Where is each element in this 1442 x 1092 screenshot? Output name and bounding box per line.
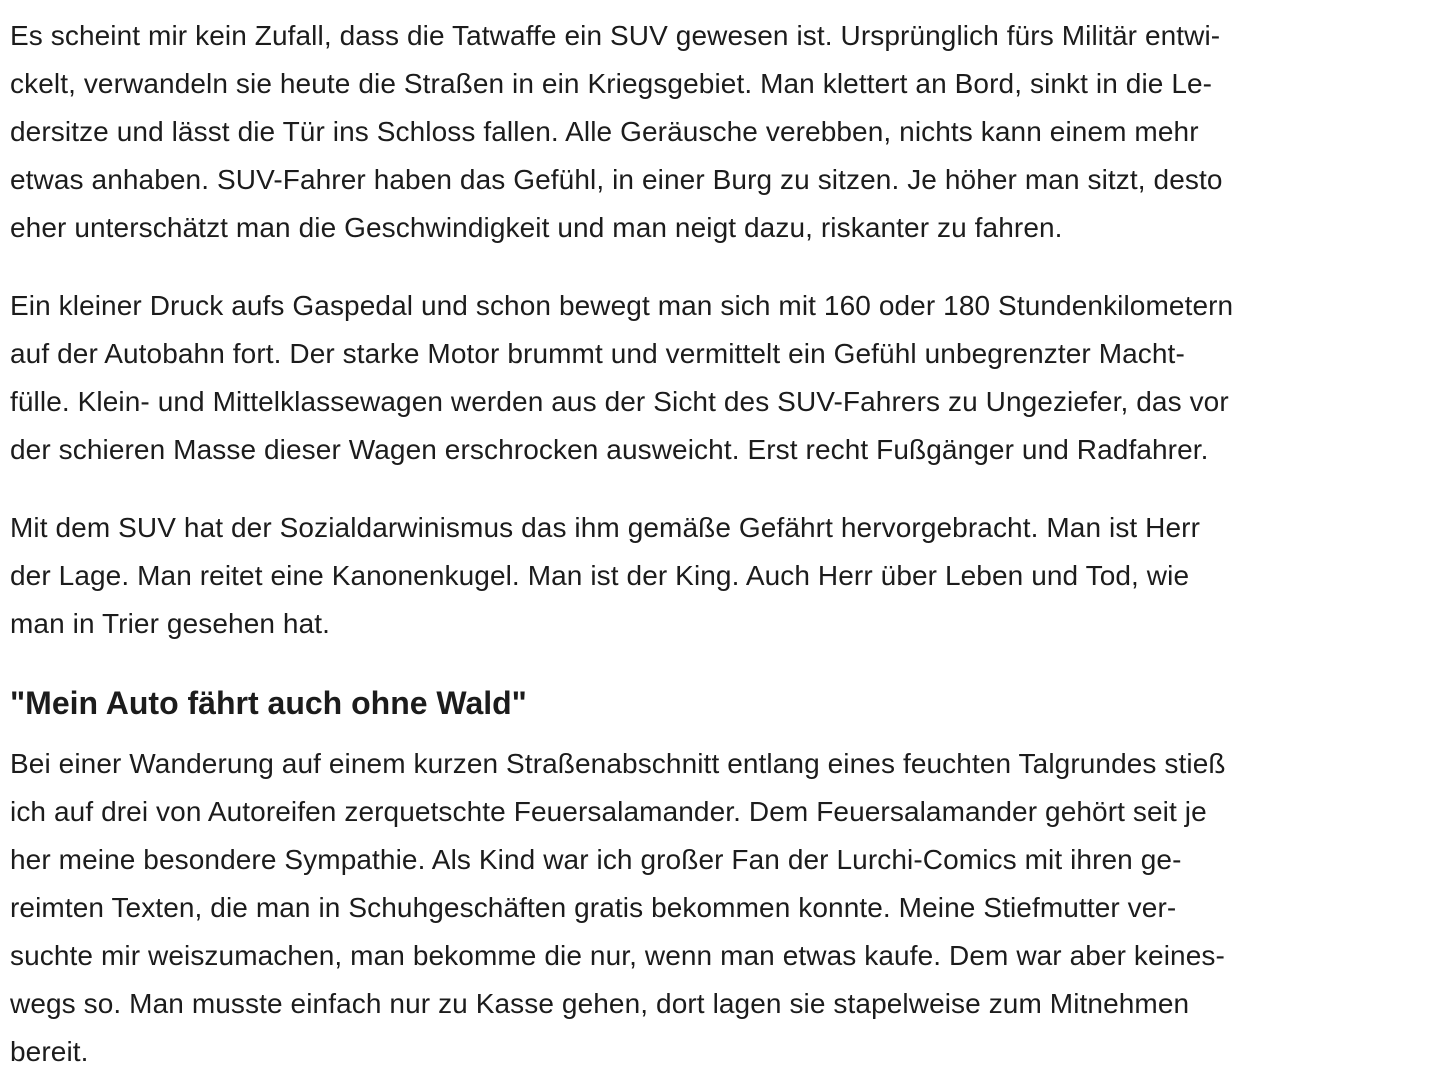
text-line: man in Trier gesehen hat. bbox=[10, 608, 331, 639]
text-line: suchte mir weiszumachen, man bekomme die nur, wenn man etwas kaufe. Dem war aber keines- bbox=[10, 940, 1225, 971]
paragraph-2 bbox=[10, 282, 1422, 474]
text-line: wegs so. Man musste einfach nur zu Kasse gehen, dort lagen sie stapelweise zum Mitnehmen bbox=[10, 988, 1190, 1019]
text-line: Mit dem SUV hat der Sozialdarwinismus das ihm gemäße Gefährt hervorgebracht. Man ist Herr bbox=[10, 512, 1201, 543]
text-line: bereit. bbox=[10, 1036, 89, 1067]
paragraph-4 bbox=[10, 740, 1422, 1076]
text-line: etwas anhaben. SUV-Fahrer haben das Gefühl, in einer Burg zu sitzen. Je höher man sitzt, desto bbox=[10, 164, 1223, 195]
section-heading: "Mein Auto fährt auch ohne Wald" bbox=[10, 685, 527, 721]
article-body bbox=[10, 12, 1422, 1076]
text-line: Bei einer Wanderung auf einem kurzen Straßenabschnitt entlang eines feuchten Talgrundes stieß bbox=[10, 748, 1226, 779]
text-line: eher unterschätzt man die Geschwindigkeit und man neigt dazu, riskanter zu fahren. bbox=[10, 212, 1063, 243]
text-line: auf der Autobahn fort. Der starke Motor brummt und vermittelt ein Gefühl unbegrenzter Macht- bbox=[10, 338, 1185, 369]
text-line: reimten Texten, die man in Schuhgeschäften gratis bekommen konnte. Meine Stiefmutter ver- bbox=[10, 892, 1177, 923]
text-line: fülle. Klein- und Mittelklassewagen werden aus der Sicht des SUV-Fahrers zu Ungeziefer, das vor bbox=[10, 386, 1229, 417]
paragraph-3 bbox=[10, 504, 1422, 648]
text-line: ich auf drei von Autoreifen zerquetschte Feuersalamander. Dem Feuersalamander gehört seit je bbox=[10, 796, 1207, 827]
text-line: ckelt, verwandeln sie heute die Straßen in ein Kriegsgebiet. Man klettert an Bord, sinkt in die Le- bbox=[10, 68, 1213, 99]
text-line: der schieren Masse dieser Wagen erschrocken ausweicht. Erst recht Fußgänger und Radfahrer. bbox=[10, 434, 1209, 465]
text-line: Ein kleiner Druck aufs Gaspedal und schon bewegt man sich mit 160 oder 180 Stundenkilometern bbox=[10, 290, 1234, 321]
text-line: her meine besondere Sympathie. Als Kind war ich großer Fan der Lurchi-Comics mit ihren ge- bbox=[10, 844, 1182, 875]
text-line: Es scheint mir kein Zufall, dass die Tatwaffe ein SUV gewesen ist. Ursprünglich fürs Militär entwi- bbox=[10, 20, 1221, 51]
text-line: der Lage. Man reitet eine Kanonenkugel. Man ist der King. Auch Herr über Leben und Tod, wie bbox=[10, 560, 1190, 591]
paragraph-1 bbox=[10, 12, 1422, 252]
text-line: dersitze und lässt die Tür ins Schloss fallen. Alle Geräusche verebben, nichts kann einem mehr bbox=[10, 116, 1199, 147]
